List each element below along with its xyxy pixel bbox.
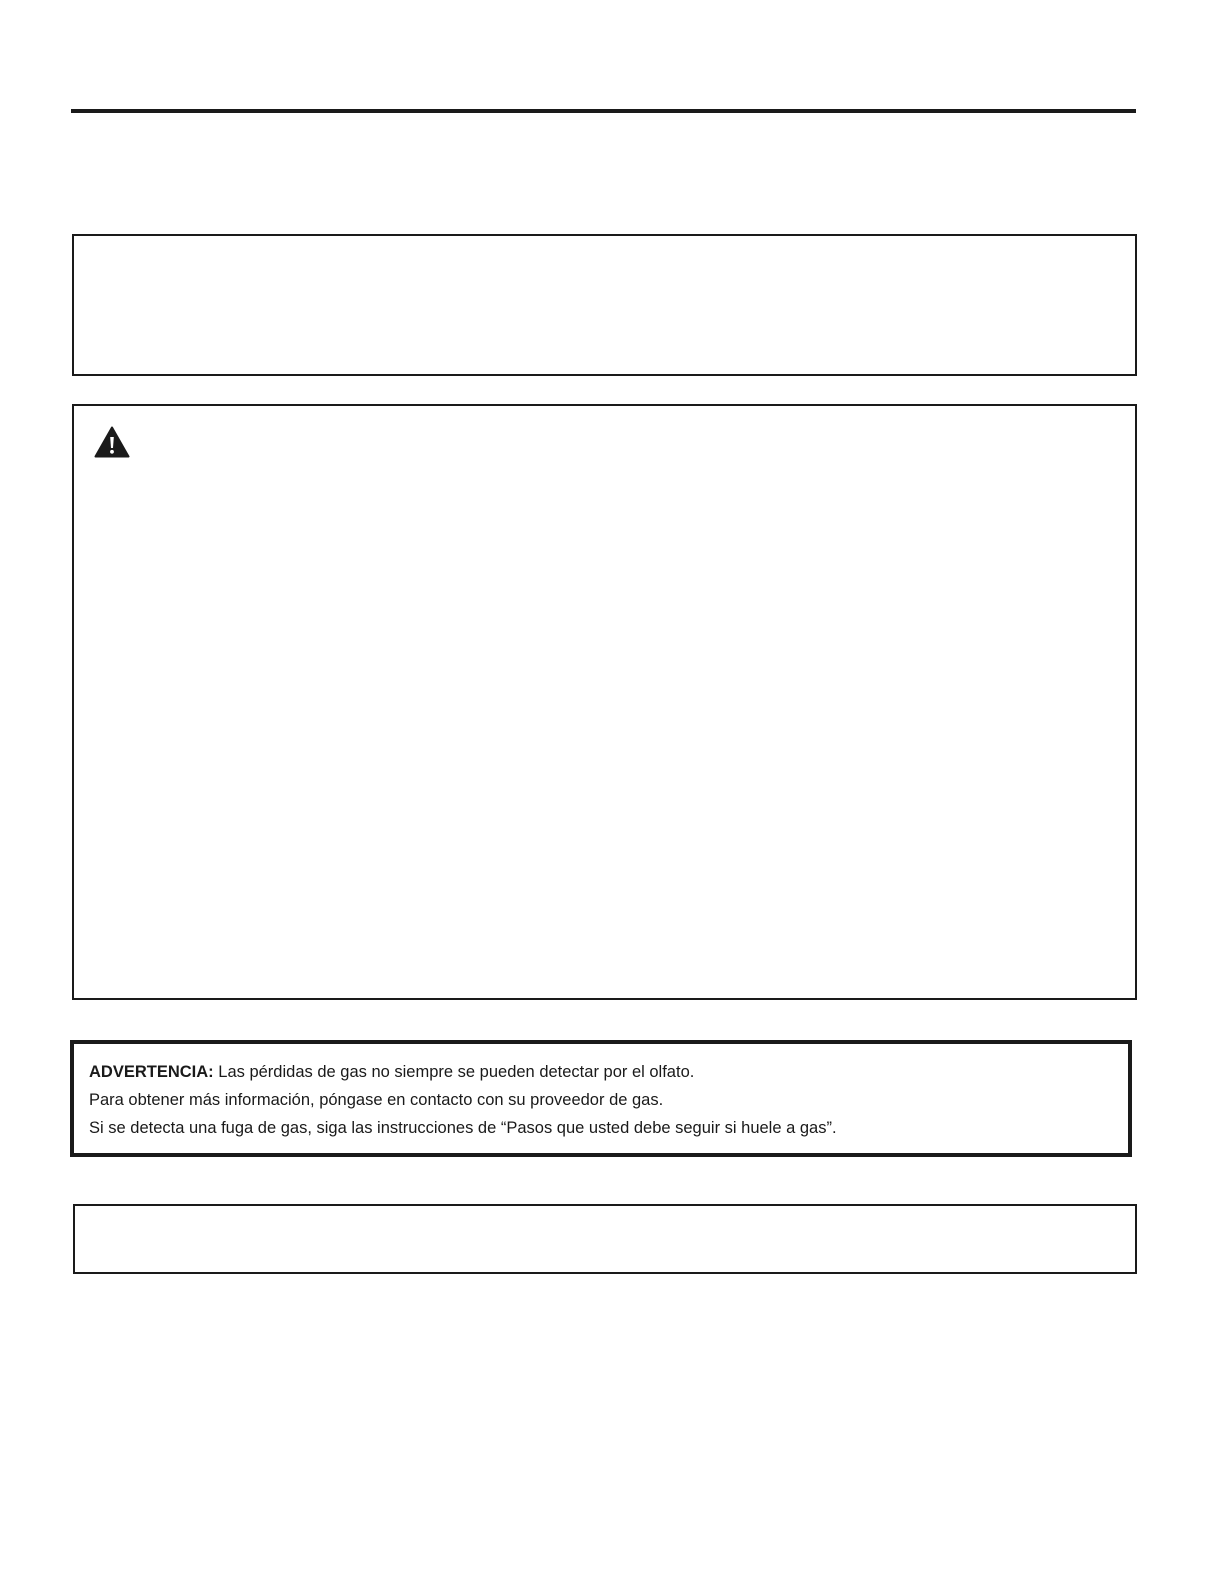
- warning-triangle-icon: [94, 426, 130, 458]
- warning-line-1: [89, 1058, 1108, 1086]
- empty-notice-box: [72, 234, 1137, 376]
- gas-leak-warning-text: [89, 1058, 1108, 1142]
- header-rule: [71, 109, 1136, 113]
- warning-line-3: Si se detecta una fuga de gas, siga las instrucciones de “Pasos que usted debe seguir si huele a gas”.: [89, 1119, 837, 1137]
- warning-line-2: Para obtener más información, póngase en contacto con su proveedor de gas.: [89, 1091, 664, 1109]
- gas-leak-warning-box: [70, 1040, 1132, 1157]
- warning-label: ADVERTENCIA:: [89, 1063, 214, 1081]
- safety-warning-box: [72, 404, 1137, 1000]
- warning-line-1-text: Las pérdidas de gas no siempre se pueden detectar por el olfato.: [218, 1063, 695, 1081]
- empty-footer-box: [73, 1204, 1137, 1274]
